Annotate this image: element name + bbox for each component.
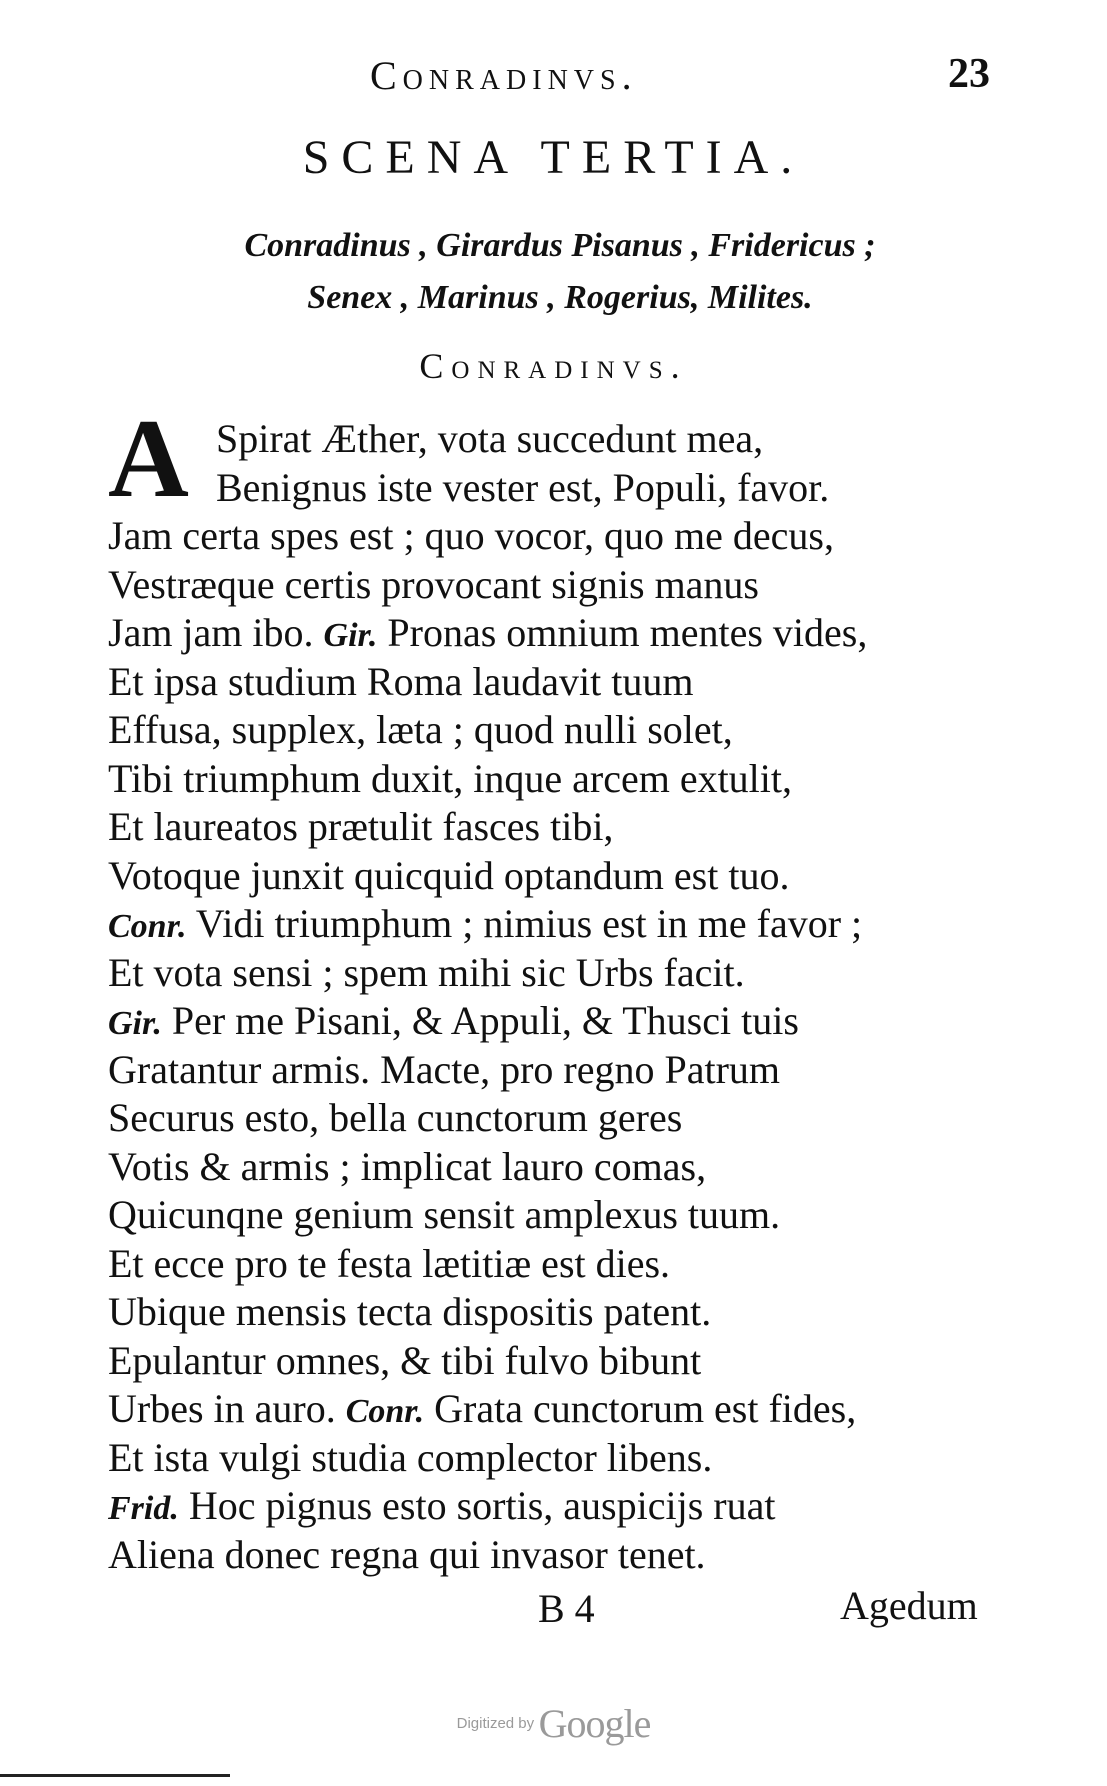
- google-logo: Google: [538, 1701, 651, 1746]
- verse-text: Vidi triumphum ; nimius est in me favor ;: [195, 901, 863, 946]
- verse-line: [108, 900, 1008, 949]
- verse-text: Et vota sensi ; spem mihi sic Urbs facit.: [108, 949, 745, 995]
- verse-line: [108, 1531, 1008, 1580]
- verse-line: [108, 1337, 1008, 1386]
- speaker-abbrev: Gir.: [108, 1005, 162, 1042]
- verse-text: Et laureatos prætulit fasces tibi,: [108, 804, 614, 849]
- page-number: 23: [948, 51, 990, 97]
- speaker-abbrev: Gir.: [323, 617, 378, 654]
- speaker-heading: Conradinvs.: [419, 346, 688, 386]
- verse-text: Et ecce pro te festa lætitiæ est dies.: [108, 1240, 671, 1286]
- speaker-abbrev: Conr.: [108, 908, 187, 945]
- verse-line: [108, 997, 1008, 1046]
- verse-line: [108, 1094, 1008, 1143]
- verse-text: Hoc pignus esto sortis, auspicijs ruat: [188, 1483, 776, 1528]
- verse-text: Gratantur armis. Macte, pro regno Patrum: [108, 1046, 781, 1092]
- verse-text: Vestræque certis provocant signis manus: [108, 561, 759, 607]
- verse-line: [108, 658, 1008, 707]
- verse-line: [108, 852, 1008, 901]
- verse-text: Quicunqne genium sensit amplexus tuum.: [108, 1192, 781, 1237]
- digitized-label: Digitized by: [456, 1715, 535, 1732]
- verse-text: Et ipsa studium Roma laudavit tuum: [108, 658, 694, 704]
- verse-text: Pronas omnium mentes vides,: [387, 610, 868, 655]
- verse-line: [108, 755, 1008, 804]
- personae-line: Senex , Marinus , Rogerius, Milites.: [307, 279, 813, 316]
- verse-text: Jam jam ibo.: [108, 610, 314, 655]
- verse-line: [108, 464, 1008, 513]
- verse-line: [108, 1434, 1008, 1483]
- verse-text: Votis & armis ; implicat lauro comas,: [108, 1143, 707, 1189]
- verse-line: [108, 609, 1008, 658]
- verse-text: Effusa, supplex, læta ; quod nulli solet,: [108, 707, 733, 752]
- verse-line: [108, 1143, 1008, 1192]
- verse-text: Tibi triumphum duxit, inque arcem extulit,: [108, 755, 793, 801]
- running-head: Conradinvs.: [370, 53, 638, 98]
- verse-text: Spirat Æther, vota succedunt mea,: [216, 416, 764, 461]
- verse-line: [108, 415, 1008, 464]
- verse-line: [108, 1240, 1008, 1289]
- verse-line: [108, 949, 1008, 998]
- verse-line: [108, 803, 1008, 852]
- verse-text: Et ista vulgi studia complector libens.: [108, 1434, 713, 1480]
- personae-line: Conradinus , Girardus Pisanus , Fridericus ;: [244, 227, 876, 264]
- verse-text: Securus esto, bella cunctorum geres: [108, 1095, 683, 1140]
- verse-text: Grata cunctorum est fides,: [434, 1386, 857, 1431]
- drop-cap: A: [108, 397, 189, 521]
- speaker-abbrev: Frid.: [108, 1490, 179, 1527]
- page-edge-rule: [0, 1774, 230, 1777]
- verse-line: [108, 512, 1008, 561]
- verse-block: [108, 397, 1008, 1579]
- verse-text: Votoque junxit quicquid optandum est tuo.: [108, 852, 790, 898]
- speaker-abbrev: Conr.: [345, 1393, 425, 1430]
- verse-text: Jam certa spes est ; quo vocor, quo me decus,: [108, 513, 834, 558]
- scene-title: SCENA TERTIA.: [302, 131, 805, 184]
- verse-text: Per me Pisani, & Appuli, & Thusci tuis: [171, 998, 799, 1043]
- verse-text: Benignus iste vester est, Populi, favor.: [216, 464, 830, 510]
- verse-line: [108, 1046, 1008, 1095]
- catchword: Agedum: [840, 1583, 978, 1628]
- verse-text: Ubique mensis tecta dispositis patent.: [108, 1289, 712, 1334]
- verse-line: [108, 706, 1008, 755]
- verse-line: [108, 1288, 1008, 1337]
- verse-line: [108, 1482, 1008, 1531]
- digitized-watermark: [0, 1700, 1107, 1747]
- verse-line: [108, 1385, 1008, 1434]
- verse-text: Epulantur omnes, & tibi fulvo bibunt: [108, 1337, 702, 1383]
- verse-text: Urbes in auro.: [108, 1386, 336, 1431]
- dramatis-personae: [170, 220, 950, 324]
- verse-line: [108, 561, 1008, 610]
- signature-mark: B 4: [538, 1586, 595, 1631]
- verse-text: Aliena donec regna qui invasor tenet.: [108, 1531, 706, 1577]
- verse-line: [108, 1191, 1008, 1240]
